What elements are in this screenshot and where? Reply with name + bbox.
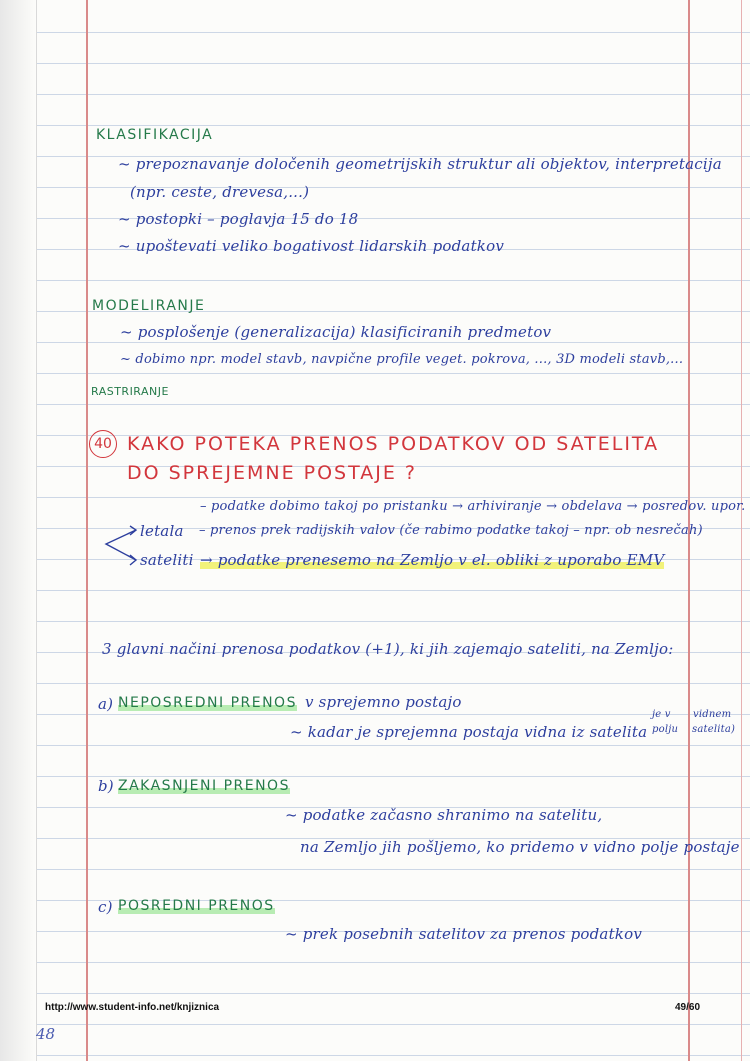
method-c-title-text: POSREDNI PRENOS	[118, 898, 275, 914]
method-a-label: a)	[98, 695, 114, 713]
method-a-note-3: vidnem	[693, 709, 732, 720]
method-a-note-4: satelita)	[692, 724, 736, 735]
method-b-detail-1: ~ podatke začasno shranimo na satelitu,	[285, 806, 603, 824]
section-title-rastriranje: RASTRIRANJE	[91, 385, 169, 398]
method-b-label: b)	[98, 777, 114, 795]
question-line-1: KAKO POTEKA PRENOS PODATKOV OD SATELITA	[127, 433, 660, 455]
section-title-modeliranje: MODELIRANJE	[92, 298, 206, 314]
method-c-detail: ~ prek posebnih satelitov za prenos podatkov	[285, 925, 643, 943]
method-b-title-text: ZAKASNJENI PRENOS	[118, 778, 290, 794]
methods-intro: 3 glavni načini prenosa podatkov (+1), ki jih zajemajo sateliti, na Zemljo:	[102, 640, 674, 658]
footer-page-number: 49/60	[675, 1002, 701, 1013]
modeliranje-line-2: ~ dobimo npr. model stavb, navpične profile veget. pokrova, ..., 3D modeli stavb,...	[120, 352, 684, 367]
klasifikacija-line-3: ~ postopki – poglavja 15 do 18	[118, 210, 359, 228]
question-line-2: DO SPREJEMNE POSTAJE ?	[127, 462, 417, 484]
section-title-klasifikacija: KLASIFIKACIJA	[96, 127, 214, 143]
question-number-badge: 40	[89, 430, 117, 458]
letala-detail-2: – prenos prek radijskih valov (če rabimo podatke takoj – npr. ob nesrečah)	[199, 523, 703, 538]
method-a-detail: ~ kadar je sprejemna postaja vidna iz satelita	[290, 723, 648, 741]
method-c-title	[118, 898, 275, 914]
handwritten-page-number: 48	[36, 1025, 56, 1043]
method-a-title	[118, 695, 297, 711]
method-b-title	[118, 778, 290, 794]
notebook-binding	[0, 0, 37, 1061]
branch-arrow-icon	[100, 520, 140, 570]
klasifikacija-line-4: ~ upoštevati veliko bogativost lidarskih podatkov	[118, 237, 505, 255]
klasifikacija-line-1: ~ prepoznavanje določenih geometrijskih struktur ali objektov, interpretacija	[118, 155, 722, 173]
method-a-suffix: v sprejemno postajo	[305, 693, 462, 711]
sateliti-detail	[200, 551, 664, 569]
footer-url: http://www.student-info.net/knjiznica	[45, 1002, 220, 1013]
modeliranje-line-1: ~ posplošenje (generalizacija) klasificiranih predmetov	[120, 323, 552, 341]
klasifikacija-line-2: (npr. ceste, drevesa,...)	[130, 183, 310, 201]
sateliti-detail-text: → podatke prenesemo na Zemljo v el. obliki z uporabo EMV	[200, 551, 665, 569]
letala-label: letala	[140, 522, 184, 540]
method-b-detail-2: na Zemljo jih pošljemo, ko pridemo v vidno polje postaje	[300, 838, 740, 856]
right-margin-line-outer	[741, 0, 742, 1061]
method-a-title-text: NEPOSREDNI PRENOS	[118, 695, 297, 711]
sateliti-label: sateliti	[140, 551, 194, 569]
letala-detail-1: – podatke dobimo takoj po pristanku → arhiviranje → obdelava → posredov. upor.	[200, 499, 746, 514]
left-margin-line	[86, 0, 88, 1061]
method-a-note-1: je v	[652, 709, 671, 720]
method-c-label: c)	[98, 898, 113, 916]
method-a-note-2: polju	[652, 724, 679, 735]
